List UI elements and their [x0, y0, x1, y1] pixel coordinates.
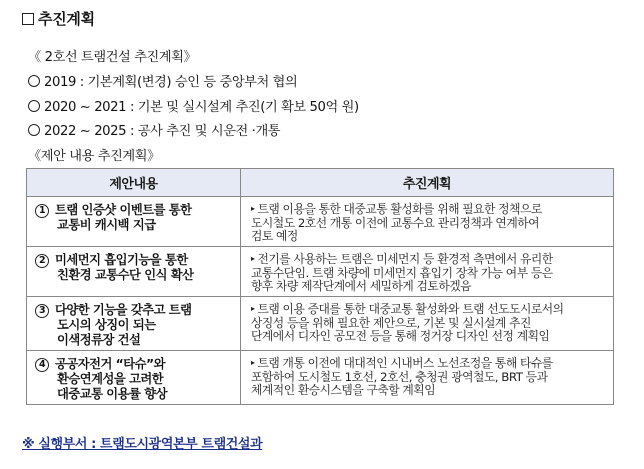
circled-number-icon: 4 [35, 358, 49, 372]
table-row [27, 247, 614, 297]
table-header-row [27, 169, 614, 197]
schedule-item-2020: 2020 ~ 2021 : 기본 및 실시설계 추진(기 확보 50억 원) [28, 96, 359, 115]
circle-bullet-icon [28, 75, 40, 87]
subheading-line-proposal: 《제안 내용 추진계획》 [28, 149, 160, 164]
triangle-bullet-icon: ▸ [251, 304, 255, 313]
plan-cell: ▸ 트램 이용을 통한 대중교통 활성화를 위해 필요한 정책으로 도시철도 2호선 개통 이전에 교통수요 관리정책과 연계하여 검토 예정 [241, 197, 614, 247]
circle-bullet-icon [28, 100, 40, 112]
proposal-cell: 2 미세먼지 흡입기능을 통한 친환경 교통수단 인식 확산 [27, 247, 241, 297]
circled-number-icon: 2 [35, 254, 49, 268]
plan-cell: ▸ 트램 이용 증대를 통한 대중교통 활성화와 트램 선도도시로서의 상징성 등을 위해 필요한 제안으로, 기본 및 실시설계 추진 단계에서 디자인 공모전 등을 통해 정거장 디자인 선정 계획임 [241, 297, 614, 351]
responsible-department-note: ※ 실행부서 : 트램도시광역본부 트램건설과 [22, 437, 263, 452]
proposal-cell: 4 공공자전거 “타슈”와 환승연계성을 고려한 대중교통 이용률 향상 [27, 351, 241, 405]
triangle-bullet-icon: ▸ [251, 204, 255, 213]
section-title [22, 8, 95, 29]
header-proposal: 제안내용 [27, 169, 241, 197]
plan-cell: ▸ 트램 개통 이전에 대대적인 시내버스 노선조정을 통해 타슈를 포함하여 도시철도 1호선, 2호선, 충청권 광역철도, BRT 등과 체계적인 환승시스템을 구축할 계획임 [241, 351, 614, 405]
circled-number-icon: 3 [35, 304, 49, 318]
table-row [27, 197, 614, 247]
circle-bullet-icon [28, 124, 40, 136]
section-title-text: 추진계획 [38, 10, 95, 28]
schedule-item-2019: 2019 : 기본계획(변경) 승인 등 중앙부처 협의 [28, 71, 297, 90]
proposal-plan-table [26, 168, 614, 405]
proposal-cell: 3 다양한 기능을 갖추고 트램 도시의 상징이 되는 이색정류장 건설 [27, 297, 241, 351]
table-row [27, 351, 614, 405]
header-plan: 추진계획 [241, 169, 614, 197]
subheading-line-plan: 《 2호선 트램건설 추진계획》 [28, 50, 197, 65]
circled-number-icon: 1 [35, 204, 49, 218]
checkbox-square-icon [22, 13, 34, 25]
proposal-cell: 1 트램 인증샷 이벤트를 통한 교통비 캐시백 지급 [27, 197, 241, 247]
table-row [27, 297, 614, 351]
triangle-bullet-icon: ▸ [251, 254, 255, 263]
plan-cell: ▸ 전기를 사용하는 트램은 미세먼지 등 환경적 측면에서 유리한 교통수단임. 트램 차량에 미세먼지 흡입기 장착 가능 여부 등은 향후 차량 제작단계에서 세밀하게 검토하겠음 [241, 247, 614, 297]
triangle-bullet-icon: ▸ [251, 358, 255, 367]
schedule-item-2022: 2022 ~ 2025 : 공사 추진 및 시운전 ·개통 [28, 120, 280, 139]
